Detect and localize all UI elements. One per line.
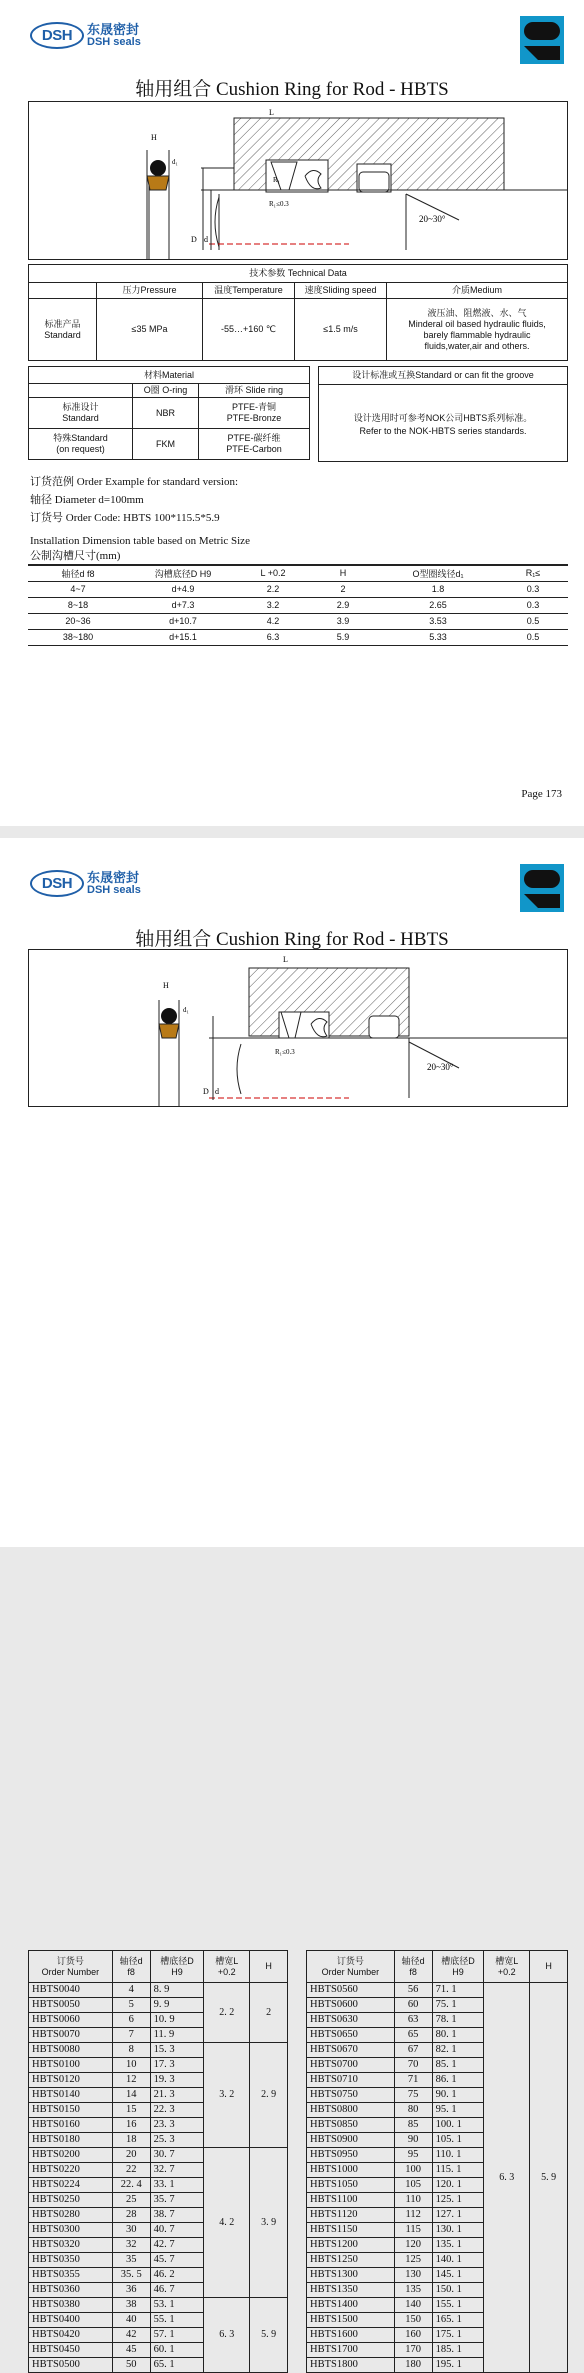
mat-r1-label: 标准设计 Standard xyxy=(29,398,133,429)
order-header-4: H xyxy=(530,1951,568,1983)
page-number: Page 173 xyxy=(521,788,562,800)
angle-label: 20~30° xyxy=(419,214,446,224)
order-cell: 4 xyxy=(112,1983,150,1998)
install-title: Installation Dimension table based on Metric Size xyxy=(30,535,250,547)
table-row xyxy=(28,581,568,597)
order-cell: HBTS1600 xyxy=(307,2328,395,2343)
order-cell: 7 xyxy=(112,2028,150,2043)
order-table-right xyxy=(306,1950,568,2373)
seal-profile-icon xyxy=(520,16,564,64)
l-label: L xyxy=(283,955,288,964)
seal-profile-icon xyxy=(520,864,564,912)
order-header-0: 订货号 Order Number xyxy=(29,1951,113,1983)
tech-h-temp: 温度Temperature xyxy=(203,283,295,299)
catalog-page-173 xyxy=(0,0,584,826)
dim-cell: d+4.9 xyxy=(128,581,238,597)
dim-cell: 8~18 xyxy=(28,597,128,613)
order-cell: 100. 1 xyxy=(432,2118,484,2133)
order-cell: HBTS0160 xyxy=(29,2118,113,2133)
order-cell: 185. 1 xyxy=(432,2343,484,2358)
order-header-3: 槽宽L +0.2 xyxy=(484,1951,530,1983)
order-cell: 75 xyxy=(394,2088,432,2103)
order-cell: 150 xyxy=(394,2313,432,2328)
order-cell: 120. 1 xyxy=(432,2178,484,2193)
order-cell: 85. 1 xyxy=(432,2058,484,2073)
order-cell: 22 xyxy=(112,2163,150,2178)
order-cell: 95. 1 xyxy=(432,2103,484,2118)
order-header-4: H xyxy=(250,1951,288,1983)
dim-cell: 4~7 xyxy=(28,581,128,597)
order-header-1: 轴径d f8 xyxy=(394,1951,432,1983)
table-row xyxy=(307,1983,568,1998)
order-cell: 46. 7 xyxy=(150,2283,204,2298)
order-cell: HBTS0630 xyxy=(307,2013,395,2028)
order-cell: 46. 2 xyxy=(150,2268,204,2283)
order-cell: HBTS0070 xyxy=(29,2028,113,2043)
d-inner-label: d xyxy=(215,1087,219,1096)
order-cell: HBTS0450 xyxy=(29,2343,113,2358)
order-cell: 125. 1 xyxy=(432,2193,484,2208)
order-cell: 6 xyxy=(112,2013,150,2028)
dim-cell: 3.9 xyxy=(308,613,378,629)
order-header-2: 槽底径D H9 xyxy=(432,1951,484,1983)
order-cell: HBTS1800 xyxy=(307,2358,395,2373)
order-cell: 22. 3 xyxy=(150,2103,204,2118)
d-outer-label: D xyxy=(203,1087,209,1096)
dim-cell: 2.2 xyxy=(238,581,308,597)
d-outer-label: D xyxy=(191,235,197,244)
order-cell: 11. 9 xyxy=(150,2028,204,2043)
order-cell: 15. 3 xyxy=(150,2043,204,2058)
order-cell: 65 xyxy=(394,2028,432,2043)
order-cell: 145. 1 xyxy=(432,2268,484,2283)
logo-mark: DSH xyxy=(30,22,84,49)
order-cell: HBTS0300 xyxy=(29,2223,113,2238)
order-cell: 36 xyxy=(112,2283,150,2298)
tech-row-label: 标准产品 Standard xyxy=(29,299,97,361)
mat-r1-slide: PTFE-青铜 PTFE-Bronze xyxy=(199,398,310,429)
r1-label: R₁ xyxy=(273,176,281,184)
tech-medium: 液压油、阻燃液、水、气 Minderal oil based hydraulic fluids, barely flammable hydraulic fluids,water,air and others. xyxy=(387,299,568,361)
order-cell: 170 xyxy=(394,2343,432,2358)
order-cell: 78. 1 xyxy=(432,2013,484,2028)
order-cell: 80 xyxy=(394,2103,432,2118)
table-row xyxy=(29,2148,288,2163)
dim-header-5: R₁≤ xyxy=(498,565,568,581)
tech-speed: ≤1.5 m/s xyxy=(295,299,387,361)
dim-header-1: 沟槽底径D H9 xyxy=(128,565,238,581)
order-cell: 50 xyxy=(112,2358,150,2373)
dim-cell: d+10.7 xyxy=(128,613,238,629)
order-cell: HBTS1500 xyxy=(307,2313,395,2328)
order-cell: 16 xyxy=(112,2118,150,2133)
order-cell: 86. 1 xyxy=(432,2073,484,2088)
h-label: H xyxy=(163,981,169,990)
order-cell: 71 xyxy=(394,2073,432,2088)
mat-r2-slide: PTFE-碳纤维 PTFE-Carbon xyxy=(199,429,310,460)
order-cell: HBTS1000 xyxy=(307,2163,395,2178)
order-cell: HBTS0380 xyxy=(29,2298,113,2313)
dim-cell: 2 xyxy=(308,581,378,597)
order-cell: HBTS0900 xyxy=(307,2133,395,2148)
order-header-1: 轴径d f8 xyxy=(112,1951,150,1983)
order-cell: 10 xyxy=(112,2058,150,2073)
order-cell: 40 xyxy=(112,2313,150,2328)
order-cell: HBTS0600 xyxy=(307,1998,395,2013)
order-cell: HBTS0750 xyxy=(307,2088,395,2103)
order-cell: 28 xyxy=(112,2208,150,2223)
order-cell: HBTS0850 xyxy=(307,2118,395,2133)
tech-temperature: -55…+160 ℃ xyxy=(203,299,295,361)
order-cell: 82. 1 xyxy=(432,2043,484,2058)
mat-h-slide: 滑环 Slide ring xyxy=(199,384,310,398)
order-cell: 42 xyxy=(112,2328,150,2343)
dim-cell: 3.53 xyxy=(378,613,498,629)
order-table-left xyxy=(28,1950,288,2373)
group-h: 3. 9 xyxy=(250,2148,288,2298)
page-title: 轴用组合 Cushion Ring for Rod - HBTS xyxy=(135,79,449,100)
order-cell: 42. 7 xyxy=(150,2238,204,2253)
order-cell: 140. 1 xyxy=(432,2253,484,2268)
order-cell: 95 xyxy=(394,2148,432,2163)
order-cell: 110. 1 xyxy=(432,2148,484,2163)
cross-section-drawing xyxy=(28,949,568,1107)
order-cell: 75. 1 xyxy=(432,1998,484,2013)
group-h: 5. 9 xyxy=(530,1983,568,2373)
dsh-logo xyxy=(30,22,141,49)
order-cell: 8. 9 xyxy=(150,1983,204,1998)
order-cell: 90. 1 xyxy=(432,2088,484,2103)
order-cell: 180 xyxy=(394,2358,432,2373)
order-cell: 30 xyxy=(112,2223,150,2238)
table-row xyxy=(29,2298,288,2313)
order-cell: 127. 1 xyxy=(432,2208,484,2223)
dim-header-2: L +0.2 xyxy=(238,565,308,581)
order-cell: 30. 7 xyxy=(150,2148,204,2163)
order-cell: 5 xyxy=(112,1998,150,2013)
order-cell: 175. 1 xyxy=(432,2328,484,2343)
mat-r2-oring: FKM xyxy=(133,429,199,460)
order-cell: 40. 7 xyxy=(150,2223,204,2238)
order-cell: 135 xyxy=(394,2283,432,2298)
table-row xyxy=(28,597,568,613)
order-cell: HBTS1350 xyxy=(307,2283,395,2298)
dim-header-4: O型圈线径d₁ xyxy=(378,565,498,581)
order-cell: HBTS0800 xyxy=(307,2103,395,2118)
order-cell: HBTS0360 xyxy=(29,2283,113,2298)
order-cell: 60. 1 xyxy=(150,2343,204,2358)
order-cell: HBTS0700 xyxy=(307,2058,395,2073)
order-cell: HBTS0280 xyxy=(29,2208,113,2223)
brand-cn: 东晟密封 xyxy=(87,869,140,885)
order-cell: HBTS0320 xyxy=(29,2238,113,2253)
dim-cell: 0.5 xyxy=(498,629,568,645)
order-cell: 70 xyxy=(394,2058,432,2073)
order-cell: HBTS1700 xyxy=(307,2343,395,2358)
order-cell: 25 xyxy=(112,2193,150,2208)
order-cell: 14 xyxy=(112,2088,150,2103)
group-l: 3. 2 xyxy=(204,2043,250,2148)
order-cell: 125 xyxy=(394,2253,432,2268)
groove-dimension-table xyxy=(28,564,568,646)
table-row xyxy=(29,2043,288,2058)
order-cell: 21. 3 xyxy=(150,2088,204,2103)
order-cell: HBTS0080 xyxy=(29,2043,113,2058)
order-cell: 32. 7 xyxy=(150,2163,204,2178)
order-cell: 22. 4 xyxy=(112,2178,150,2193)
order-example: 订货范例 Order Example for standard version: xyxy=(30,476,239,488)
d-inner-label: d xyxy=(204,235,208,244)
order-cell: 8 xyxy=(112,2043,150,2058)
order-cell: HBTS0150 xyxy=(29,2103,113,2118)
order-cell: 55. 1 xyxy=(150,2313,204,2328)
dim-cell: 0.5 xyxy=(498,613,568,629)
tech-h-medium: 介质Medium xyxy=(387,283,568,299)
order-cell: 25. 3 xyxy=(150,2133,204,2148)
dim-cell: d+15.1 xyxy=(128,629,238,645)
order-cell: 23. 3 xyxy=(150,2118,204,2133)
order-cell: 65. 1 xyxy=(150,2358,204,2373)
order-cell: 105 xyxy=(394,2178,432,2193)
order-cell: HBTS0050 xyxy=(29,1998,113,2013)
order-cell: 35 xyxy=(112,2253,150,2268)
order-cell: 80. 1 xyxy=(432,2028,484,2043)
order-cell: HBTS0670 xyxy=(307,2043,395,2058)
order-cell: 56 xyxy=(394,1983,432,1998)
order-cell: HBTS1250 xyxy=(307,2253,395,2268)
catalog-page-174 xyxy=(0,838,584,2370)
order-cell: HBTS0560 xyxy=(307,1983,395,1998)
order-cell: HBTS1200 xyxy=(307,2238,395,2253)
order-cell: 45 xyxy=(112,2343,150,2358)
order-cell: HBTS0400 xyxy=(29,2313,113,2328)
dim-cell: d+7.3 xyxy=(128,597,238,613)
dim-cell: 5.33 xyxy=(378,629,498,645)
order-cell: 18 xyxy=(112,2133,150,2148)
order-cell: HBTS0180 xyxy=(29,2133,113,2148)
dim-cell: 1.8 xyxy=(378,581,498,597)
order-cell: 63 xyxy=(394,2013,432,2028)
order-cell: 9. 9 xyxy=(150,1998,204,2013)
standard-box xyxy=(318,366,568,462)
order-cell: 115 xyxy=(394,2223,432,2238)
order-cell: 71. 1 xyxy=(432,1983,484,1998)
dim-header-0: 轴径d f8 xyxy=(28,565,128,581)
order-cell: HBTS0060 xyxy=(29,2013,113,2028)
order-cell: 60 xyxy=(394,1998,432,2013)
order-cell: 150. 1 xyxy=(432,2283,484,2298)
order-cell: 53. 1 xyxy=(150,2298,204,2313)
table-row xyxy=(29,1983,288,1998)
mat-r2-label: 特殊Standard (on request) xyxy=(29,429,133,460)
order-cell: 15 xyxy=(112,2103,150,2118)
order-cell: HBTS1050 xyxy=(307,2178,395,2193)
order-cell: 38. 7 xyxy=(150,2208,204,2223)
dim-cell: 5.9 xyxy=(308,629,378,645)
order-cell: 20 xyxy=(112,2148,150,2163)
order-cell: 100 xyxy=(394,2163,432,2178)
tech-h-pressure: 压力Pressure xyxy=(97,283,203,299)
group-h: 5. 9 xyxy=(250,2298,288,2373)
d1-label: d₁ xyxy=(172,158,178,166)
order-cell: HBTS0420 xyxy=(29,2328,113,2343)
angle-label: 20~30° xyxy=(427,1062,454,1072)
order-cell: HBTS1120 xyxy=(307,2208,395,2223)
tech-pressure: ≤35 MPa xyxy=(97,299,203,361)
order-cell: HBTS0040 xyxy=(29,1983,113,1998)
brand-en: DSH seals xyxy=(87,35,141,48)
order-header-2: 槽底径D H9 xyxy=(150,1951,204,1983)
order-header-0: 订货号 Order Number xyxy=(307,1951,395,1983)
logo-mark: DSH xyxy=(30,870,84,897)
order-cell: 160 xyxy=(394,2328,432,2343)
group-h: 2 xyxy=(250,1983,288,2043)
dsh-logo xyxy=(30,870,141,897)
dim-cell: 0.3 xyxy=(498,597,568,613)
r1c-label: R₁≤0.3 xyxy=(275,1048,295,1056)
material-table xyxy=(28,366,310,460)
order-diameter: 轴径 Diameter d=100mm xyxy=(30,494,144,506)
group-h: 2. 9 xyxy=(250,2043,288,2148)
standard-text: 设计选用时可参考NOK公司HBTS系列标准。 Refer to the NOK-HBTS series standards. xyxy=(353,413,533,436)
order-cell: 165. 1 xyxy=(432,2313,484,2328)
table-row xyxy=(28,613,568,629)
order-cell: HBTS0140 xyxy=(29,2088,113,2103)
order-cell: 45. 7 xyxy=(150,2253,204,2268)
order-cell: HBTS0350 xyxy=(29,2253,113,2268)
order-cell: HBTS1400 xyxy=(307,2298,395,2313)
d1-label: d₁ xyxy=(183,1006,189,1014)
r1c-label: R₁≤0.3 xyxy=(269,200,289,208)
order-cell: 130 xyxy=(394,2268,432,2283)
page-title: 轴用组合 Cushion Ring for Rod - HBTS xyxy=(135,929,449,950)
dim-header-3: H xyxy=(308,565,378,581)
order-cell: HBTS0200 xyxy=(29,2148,113,2163)
mat-r1-oring: NBR xyxy=(133,398,199,429)
group-l: 2. 2 xyxy=(204,1983,250,2043)
order-cell: HBTS0950 xyxy=(307,2148,395,2163)
order-cell: 140 xyxy=(394,2298,432,2313)
metric-title: 公制沟槽尺寸(mm) xyxy=(30,550,121,562)
standard-title: 设计标准或互换Standard or can fit the groove xyxy=(319,367,567,385)
order-cell: 195. 1 xyxy=(432,2358,484,2373)
order-cell: HBTS0650 xyxy=(307,2028,395,2043)
order-cell: HBTS0224 xyxy=(29,2178,113,2193)
group-l: 4. 2 xyxy=(204,2148,250,2298)
order-cell: 110 xyxy=(394,2193,432,2208)
h-label: H xyxy=(151,133,157,142)
group-l: 6. 3 xyxy=(484,1983,530,2373)
order-cell: 85 xyxy=(394,2118,432,2133)
dim-cell: 3.2 xyxy=(238,597,308,613)
order-cell: HBTS1300 xyxy=(307,2268,395,2283)
order-cell: 135. 1 xyxy=(432,2238,484,2253)
order-cell: 12 xyxy=(112,2073,150,2088)
mat-title: 材料Material xyxy=(29,367,310,384)
mat-h-oring: O圈 O-ring xyxy=(133,384,199,398)
l-label: L xyxy=(269,108,274,117)
cross-section-drawing xyxy=(28,101,568,260)
order-cell: 32 xyxy=(112,2238,150,2253)
order-cell: 17. 3 xyxy=(150,2058,204,2073)
dim-cell: 0.3 xyxy=(498,581,568,597)
order-cell: HBTS1150 xyxy=(307,2223,395,2238)
order-cell: 155. 1 xyxy=(432,2298,484,2313)
order-cell: 90 xyxy=(394,2133,432,2148)
tech-title: 技术参数 Technical Data xyxy=(29,265,568,283)
order-cell: HBTS0710 xyxy=(307,2073,395,2088)
dim-cell: 6.3 xyxy=(238,629,308,645)
order-cell: 10. 9 xyxy=(150,2013,204,2028)
group-l: 6. 3 xyxy=(204,2298,250,2373)
order-cell: 105. 1 xyxy=(432,2133,484,2148)
order-cell: 120 xyxy=(394,2238,432,2253)
order-code: 订货号 Order Code: HBTS 100*115.5*5.9 xyxy=(30,512,220,524)
order-cell: HBTS0120 xyxy=(29,2073,113,2088)
order-cell: HBTS0250 xyxy=(29,2193,113,2208)
order-cell: HBTS0100 xyxy=(29,2058,113,2073)
brand-en: DSH seals xyxy=(87,883,141,896)
brand-cn: 东晟密封 xyxy=(87,21,140,37)
dim-cell: 2.65 xyxy=(378,597,498,613)
order-cell: HBTS0220 xyxy=(29,2163,113,2178)
order-cell: 115. 1 xyxy=(432,2163,484,2178)
order-cell: 33. 1 xyxy=(150,2178,204,2193)
tech-h-speed: 速度Sliding speed xyxy=(295,283,387,299)
order-cell: HBTS0500 xyxy=(29,2358,113,2373)
order-header-3: 槽宽L +0.2 xyxy=(204,1951,250,1983)
order-cell: 112 xyxy=(394,2208,432,2223)
order-cell: 35. 7 xyxy=(150,2193,204,2208)
order-cell: 130. 1 xyxy=(432,2223,484,2238)
dim-cell: 4.2 xyxy=(238,613,308,629)
dim-cell: 2.9 xyxy=(308,597,378,613)
order-cell: 38 xyxy=(112,2298,150,2313)
order-cell: 35. 5 xyxy=(112,2268,150,2283)
order-cell: HBTS0355 xyxy=(29,2268,113,2283)
dim-cell: 38~180 xyxy=(28,629,128,645)
table-row xyxy=(28,629,568,645)
order-cell: 67 xyxy=(394,2043,432,2058)
technical-data-table xyxy=(28,264,568,361)
order-cell: 57. 1 xyxy=(150,2328,204,2343)
dim-cell: 20~36 xyxy=(28,613,128,629)
order-cell: 19. 3 xyxy=(150,2073,204,2088)
order-cell: HBTS1100 xyxy=(307,2193,395,2208)
